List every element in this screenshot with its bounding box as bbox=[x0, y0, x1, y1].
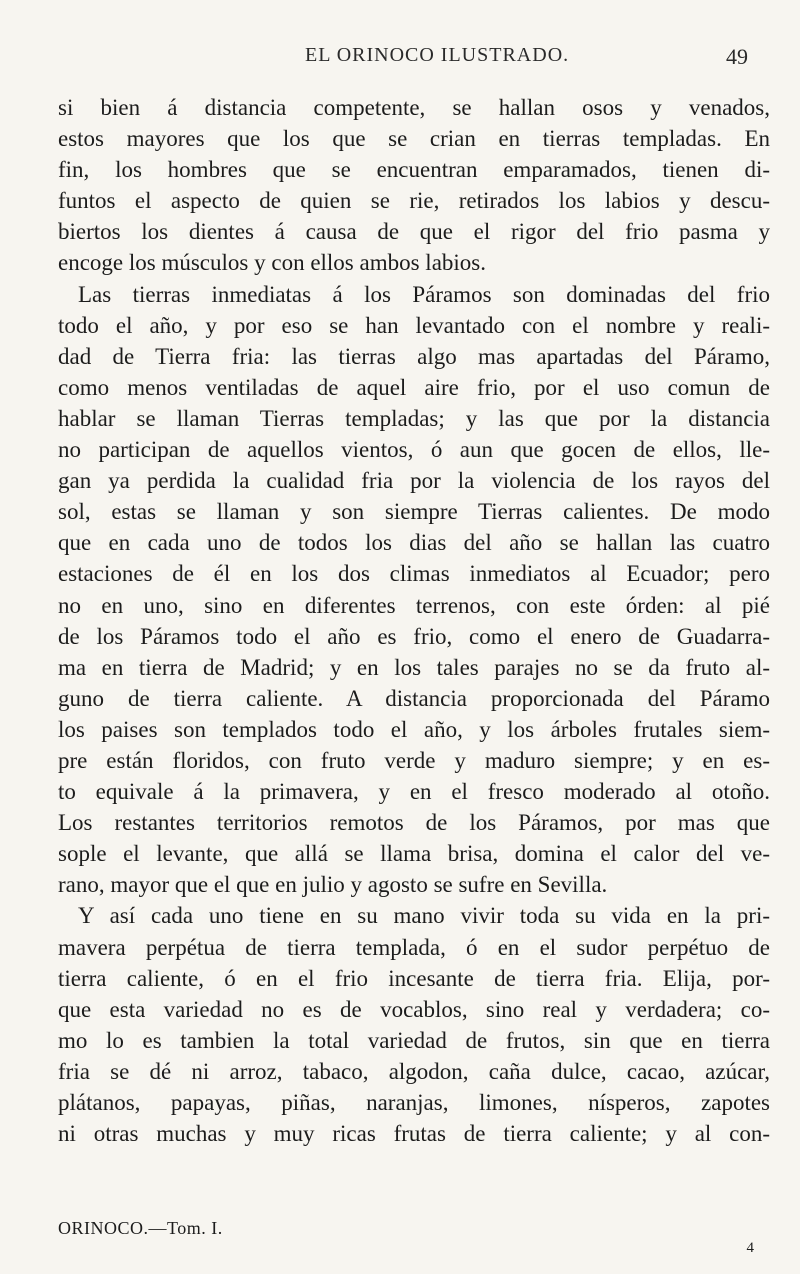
text-line: dad de Tierra fria: las tierras algo mas apartadas del Páramo, bbox=[58, 343, 770, 369]
paragraph-end-line: rano, mayor que el que en julio y agosto se sufre en Sevilla. bbox=[58, 872, 608, 898]
running-header bbox=[0, 44, 800, 84]
text-line: mo lo es tambien la total variedad de frutos, sin que en tierra bbox=[58, 1027, 770, 1053]
text-line: de los Páramos todo el año es frio, como el enero de Guadarra- bbox=[58, 623, 770, 649]
text-line: que en cada uno de todos los dias del año se hallan las cuatro bbox=[58, 530, 770, 556]
text-line: sople el levante, que allá se llama brisa, domina el calor del ve- bbox=[58, 841, 770, 867]
text-line: mavera perpétua de tierra templada, ó en el sudor perpétuo de bbox=[58, 934, 770, 960]
text-line: hablar se llaman Tierras templadas; y las que por la distancia bbox=[58, 405, 770, 431]
text-line: tierra caliente, ó en el frio incesante de tierra fria. Elija, por- bbox=[58, 965, 770, 991]
paragraph-first-line: Las tierras inmediatas á los Páramos son dominadas del frio bbox=[78, 281, 770, 307]
text-line: fria se dé ni arroz, tabaco, algodon, caña dulce, cacao, azúcar, bbox=[58, 1058, 770, 1084]
text-line: estaciones de él en los dos climas inmediatos al Ecuador; pero bbox=[58, 561, 770, 587]
printer-signature: ORINOCO.—Tom. I. bbox=[58, 1218, 223, 1238]
paragraph-end-line: encoge los músculos y con ellos ambos labios. bbox=[58, 250, 486, 276]
sheet-mark: 4 bbox=[746, 1240, 754, 1256]
text-line: que esta variedad no es de vocablos, sino real y verdadera; co- bbox=[58, 996, 770, 1022]
text-line: gan ya perdida la cualidad fria por la violencia de los rayos del bbox=[58, 468, 770, 494]
text-line: Los restantes territorios remotos de los Páramos, por mas que bbox=[58, 810, 770, 836]
text-line: plátanos, papayas, piñas, naranjas, limones, nísperos, zapotes bbox=[58, 1090, 770, 1115]
body-text bbox=[58, 92, 770, 1149]
paragraph-first-line: Y así cada uno tiene en su mano vivir toda su vida en la pri- bbox=[78, 903, 770, 929]
text-line: pre están floridos, con fruto verde y maduro siempre; y en es- bbox=[58, 747, 770, 773]
text-line: no participan de aquellos vientos, ó aun que gocen de ellos, lle- bbox=[58, 437, 770, 463]
text-line: biertos los dientes á causa de que el rigor del frio pasma y bbox=[58, 219, 770, 245]
text-line: como menos ventiladas de aquel aire frio, por el uso comun de bbox=[58, 374, 770, 400]
text-line: si bien á distancia competente, se hallan osos y venados, bbox=[58, 95, 770, 120]
text-line: ma en tierra de Madrid; y en los tales parajes no se da fruto al- bbox=[58, 654, 770, 680]
text-line: to equivale á la primavera, y en el fresco moderado al otoño. bbox=[58, 779, 770, 805]
page-number: 49 bbox=[726, 44, 748, 69]
text-line: todo el año, y por eso se han levantado con el nombre y reali- bbox=[58, 312, 770, 338]
text-line: los paises son templados todo el año, y los árboles frutales siem- bbox=[58, 716, 770, 742]
text-line: estos mayores que los que se crian en tierras templadas. En bbox=[58, 126, 770, 152]
text-line: funtos el aspecto de quien se rie, retirados los labios y descu- bbox=[58, 188, 770, 214]
text-line: no en uno, sino en diferentes terrenos, con este órden: al pié bbox=[58, 592, 770, 618]
text-line: ni otras muchas y muy ricas frutas de tierra caliente; y al con- bbox=[58, 1121, 770, 1147]
text-line: sol, estas se llaman y son siempre Tierras calientes. De modo bbox=[58, 499, 770, 525]
running-title: EL ORINOCO ILUSTRADO. bbox=[305, 44, 570, 66]
text-line: fin, los hombres que se encuentran emparamados, tienen di- bbox=[58, 157, 770, 183]
text-line: guno de tierra caliente. A distancia proporcionada del Páramo bbox=[58, 685, 770, 711]
page-footer bbox=[58, 1218, 770, 1256]
